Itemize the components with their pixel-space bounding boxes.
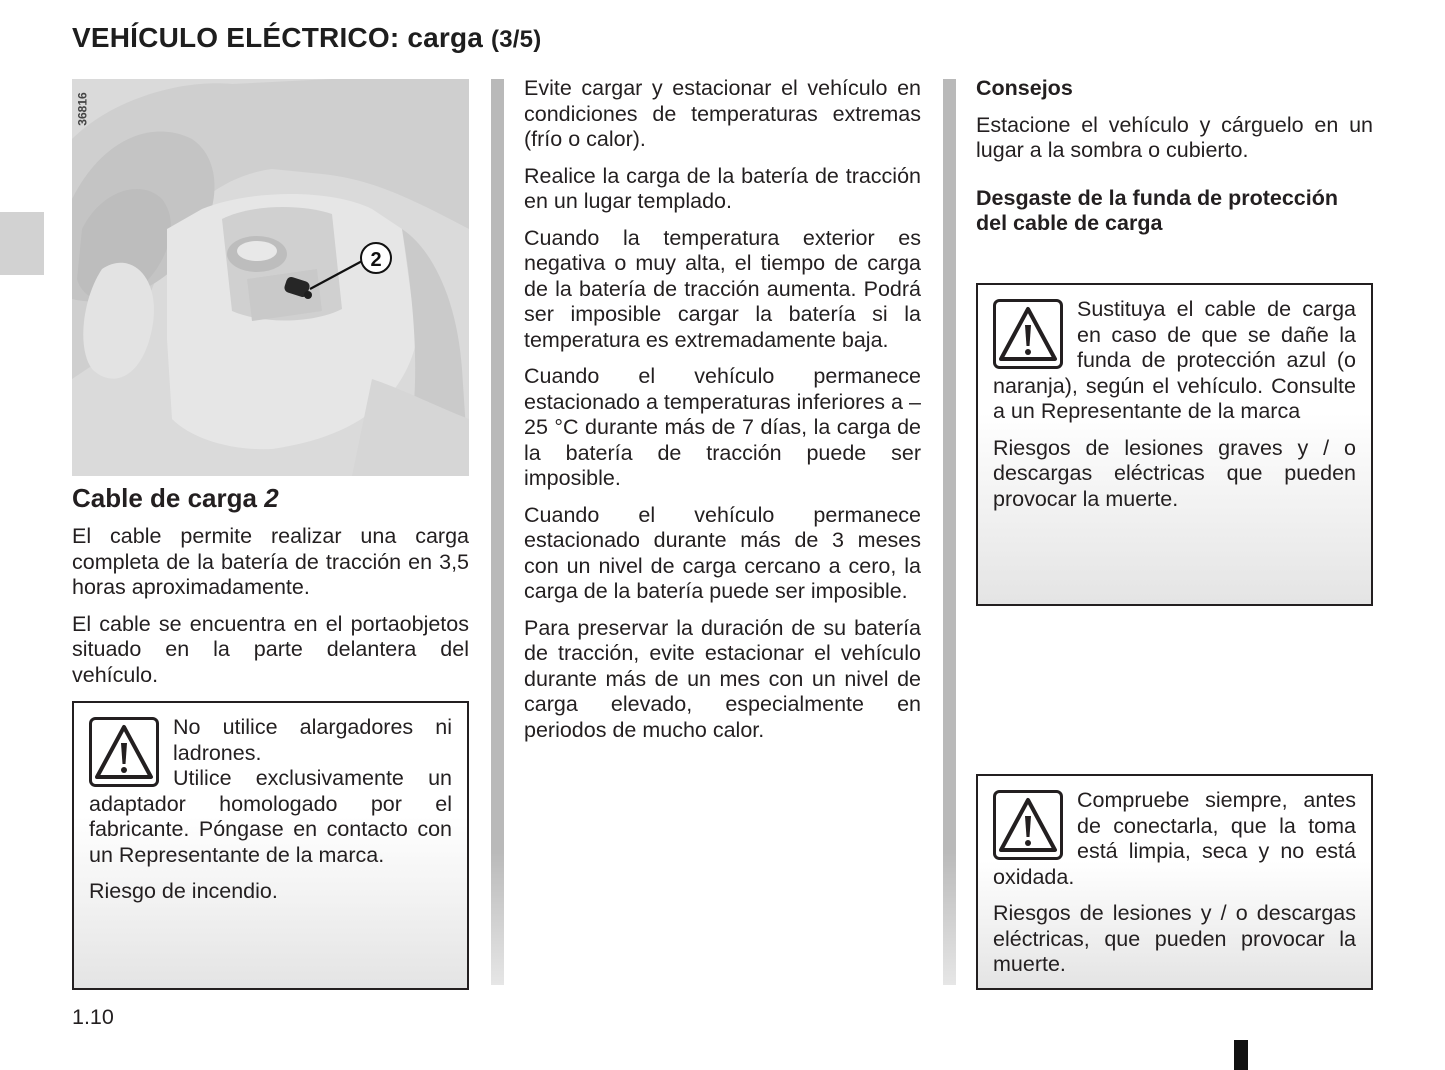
warning-footer: Riesgos de lesiones graves y / o descargas eléctricas que pueden provocar la muerte. <box>993 435 1356 511</box>
tips-section <box>976 76 1373 248</box>
paragraph: Cuando la temperatura exterior es negativa o muy alta, el tiempo de carga de la batería de tracción aumenta. Podrá ser imposible cargar la batería si la temperatura es extremadamente baja. <box>524 225 921 352</box>
page-title-part: (3/5) <box>491 26 542 53</box>
page-title <box>72 22 541 54</box>
paragraph: Para preservar la duración de su batería de tracción, evite estacionar el vehículo durante más de un mes con un nivel de carga elevado, especialmente en periodos de mucho calor. <box>524 615 921 742</box>
column-divider <box>943 79 956 985</box>
warning-box-socket-check <box>976 774 1373 990</box>
paragraph: El cable permite realizar una carga completa de la batería de tracción en 3,5 horas aproximadamente. <box>72 524 469 599</box>
warning-triangle-icon <box>993 790 1063 860</box>
paragraph: Cuando el vehículo permanece estacionado durante más de 3 meses con un nivel de carga cercano a cero, la carga de la batería puede ser imposible. <box>524 502 921 603</box>
paragraph: Cuando el vehículo permanece estacionado a temperaturas inferiores a –25 °C durante más de 7 días, la carga de la batería de tracción puede ser imposible. <box>524 364 921 490</box>
page-number: 1.10 <box>72 1005 114 1029</box>
warning-triangle-icon <box>993 299 1063 369</box>
warning-footer: Riesgos de lesiones y / o descargas eléctricas, que pueden provocar la muerte. <box>993 901 1356 976</box>
cable-description <box>72 524 469 699</box>
vehicle-drawing <box>72 79 469 476</box>
tips-heading: Consejos <box>976 76 1073 100</box>
vehicle-charging-illustration <box>72 79 469 476</box>
warning-triangle-icon <box>89 717 159 787</box>
section-tab <box>0 212 44 275</box>
figure-callout-label: 2 <box>370 249 382 271</box>
page-edge-marker <box>1234 1040 1248 1070</box>
warning-text: Compruebe siempre, antes de conectarla, que la toma está limpia, seca y no está oxidada. <box>993 788 1356 889</box>
figure-number <box>75 88 100 132</box>
paragraph: Realice la carga de la batería de tracción en un lugar templado. <box>524 163 921 213</box>
warning-text: No utilice alargadores ni ladrones. <box>173 715 452 765</box>
temperature-advice <box>524 76 921 754</box>
paragraph: El cable se encuentra en el portaobjetos situado en la parte delantera del vehículo. <box>72 611 469 687</box>
cable-heading-ref: 2 <box>264 483 279 513</box>
column-divider <box>491 79 504 985</box>
warning-text: Sustituya el cable de carga en caso de que se dañe la funda de protección azul (o naranja), según el vehículo. Consulte a un Representante de la marca <box>993 297 1356 423</box>
page-title-main: VEHÍCULO ELÉCTRICO: carga <box>72 22 484 53</box>
figure-number-text: 36816 <box>75 92 90 126</box>
cable-heading-text: Cable de carga <box>72 483 257 513</box>
wear-heading: Desgaste de la funda de protección del cable de carga <box>976 185 1339 235</box>
tips-text: Estacione el vehículo y cárguelo en un lugar a la sombra o cubierto. <box>976 112 1373 162</box>
warning-box-extension-cords <box>72 701 469 990</box>
warning-box-cable-wear <box>976 283 1373 606</box>
warning-footer: Riesgo de incendio. <box>89 879 278 903</box>
warning-text: Utilice exclusivamente un adaptador homologado por el fabricante. Póngase en contacto con un Representante de la marca. <box>89 766 452 867</box>
paragraph: Evite cargar y estacionar el vehículo en condiciones de temperaturas extremas (frío o calor). <box>524 76 921 151</box>
cable-heading <box>72 483 279 514</box>
